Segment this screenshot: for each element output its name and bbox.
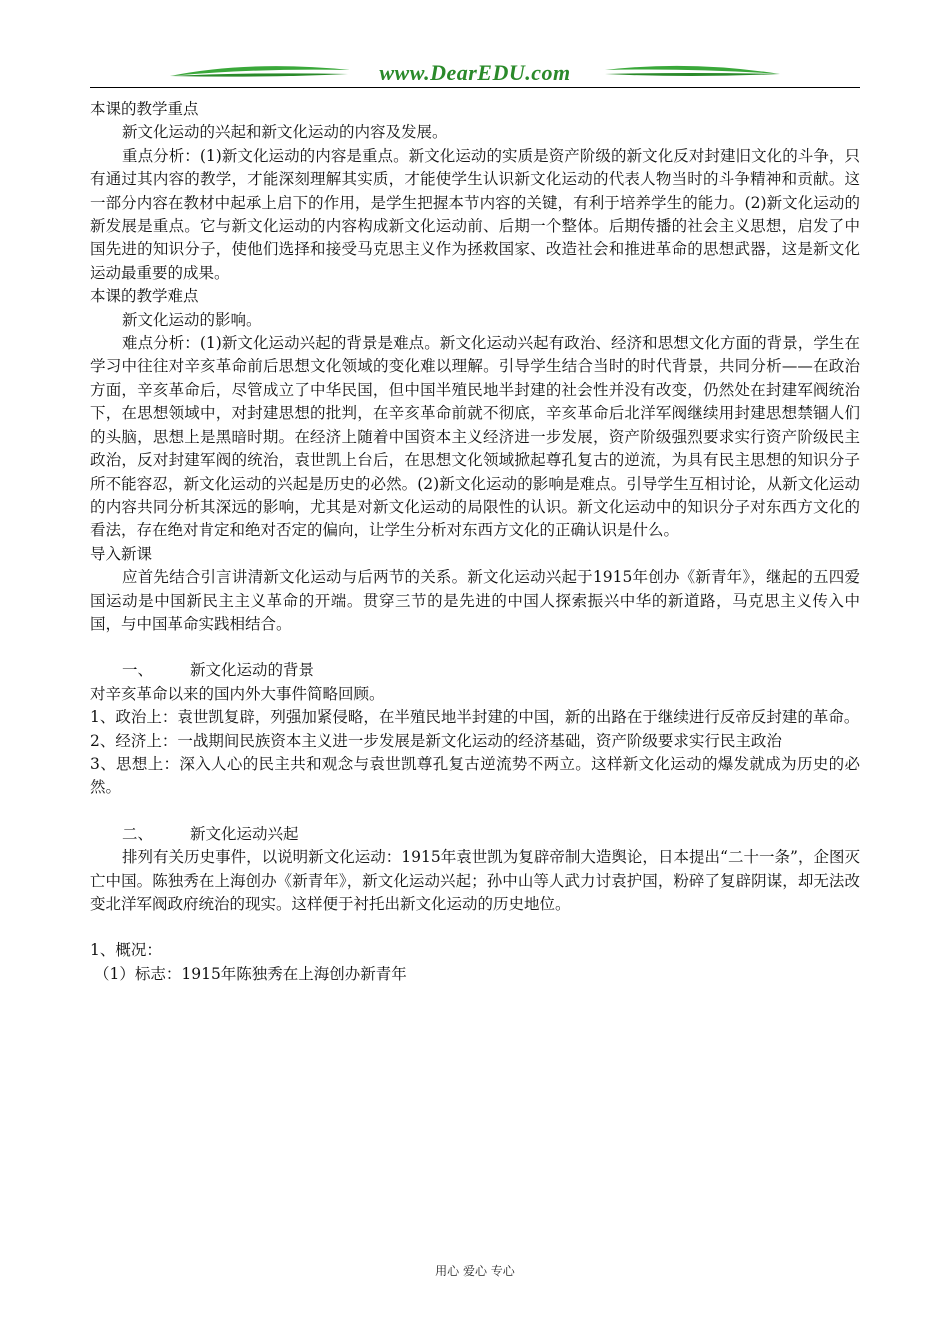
document-body bbox=[90, 98, 860, 986]
header-divider bbox=[90, 87, 860, 88]
overview-heading: 1、概况： bbox=[90, 941, 162, 960]
site-logo-text: www.DearEDU.com bbox=[379, 60, 571, 85]
spacer bbox=[90, 636, 860, 659]
section-one-intro: 对辛亥革命以来的国内外大事件简略回顾。 bbox=[90, 684, 385, 703]
page-header bbox=[90, 58, 860, 92]
section-two-number: 二、 bbox=[122, 824, 154, 843]
section-one-item-politics: 1、政治上：袁世凯复辟，列强加紧侵略，在半殖民地半封建的中国，新的出路在于继续进行反帝反封建的革命。 bbox=[90, 708, 860, 727]
right-swoosh bbox=[605, 66, 780, 74]
key-points-analysis: 重点分析：(1)新文化运动的内容是重点。新文化运动的实质是资产阶级的新文化反对封建旧文化的斗争，只有通过其内容的教学，才能深刻理解其实质，才能使学生认识新文化运动的代表人物当时的斗争精神和贡献。这一部分内容在教材中起承上启下的作用，是学生把握本节内容的关键，有利于培养学生的能力。(2)新文化运动的新发展是重点。它与新文化运动的内容构成新文化运动前、后期一个整体。后期传播的社会主义思想，启发了中国先进的知识分子，使他们选择和接受马克思主义作为拯救国家、改造社会和推进革命的思想武器，这是新文化运动最重要的成果。 bbox=[90, 146, 860, 282]
key-points-summary: 新文化运动的兴起和新文化运动的内容及发展。 bbox=[122, 123, 448, 142]
spacer bbox=[90, 916, 860, 939]
section-two-title bbox=[90, 823, 860, 846]
section-two-text: 新文化运动兴起 bbox=[190, 824, 299, 843]
introduction-paragraph: 应首先结合引言讲清新文化运动与后两节的关系。新文化运动兴起于1915年创办《新青年》，继起的五四爱国运动是中国新民主主义革命的开端。贯穿三节的是先进的中国人探索振兴中华的新道路，马克思主义传入中国，与中国革命实践相结合。 bbox=[90, 568, 860, 633]
page-footer: 用心 爱心 专心 bbox=[435, 1264, 515, 1278]
spacer bbox=[90, 800, 860, 823]
section-two-paragraph: 排列有关历史事件，以说明新文化运动：1915年袁世凯为复辟帝制大造舆论，日本提出“二十一条”，企图灭亡中国。陈独秀在上海创办《新青年》，新文化运动兴起；孙中山等人武力讨袁护国，粉碎了复辟阴谋，却无法改变北洋军阀政府统治的现实。这样便于衬托出新文化运动的历史地位。 bbox=[90, 848, 860, 913]
section-one-item-economy: 2、经济上：一战期间民族资本主义进一步发展是新文化运动的经济基础，资产阶级要求实行民主政治 bbox=[90, 731, 782, 750]
section-one-text: 新文化运动的背景 bbox=[190, 661, 315, 680]
heading-key-points: 本课的教学重点 bbox=[90, 100, 199, 118]
section-one-item-ideology: 3、思想上：深入人心的民主共和观念与袁世凯尊孔复古逆流势不两立。这样新文化运动的爆发就成为历史的必然。 bbox=[90, 754, 860, 797]
difficulties-summary: 新文化运动的影响。 bbox=[122, 310, 262, 329]
difficulties-analysis: 难点分析：(1)新文化运动兴起的背景是难点。新文化运动兴起有政治、经济和思想文化方面的背景，学生在学习中往往对辛亥革命前后思想文化领域的变化难以理解。引导学生结合当时的时代背景，共同分析——在政治方面，辛亥革命后，尽管成立了中华民国，但中国半殖民地半封建的社会性并没有改变，仍然处在封建军阀统治下，在思想领域中，对封建思想的批判，在辛亥革命前就不彻底，辛亥革命后北洋军阀继续用封建思想禁锢人们的头脑，思想上是黑暗时期。在经济上随着中国资本主义经济进一步发展，资产阶级强烈要求实行资产阶级民主政治，反对封建军阀的统治，袁世凯上台后，在思想文化领域掀起尊孔复古的逆流，为具有民主思想的知识分子所不能容忍，新文化运动的兴起是历史的必然。(2)新文化运动的影响是难点。引导学生互相讨论，从新文化运动的内容共同分析其深远的影响，尤其是对新文化运动的局限性的认识。新文化运动中的知识分子对东西方文化的看法，存在绝对肯定和绝对否定的偏向，让学生分析对东西方文化的正确认识是什么。 bbox=[90, 334, 860, 540]
right-swoosh-tail bbox=[605, 73, 780, 76]
heading-introduction: 导入新课 bbox=[90, 544, 153, 563]
section-one-title bbox=[90, 659, 860, 682]
heading-difficulties: 本课的教学难点 bbox=[90, 287, 199, 306]
overview-item-1: （1）标志：1915年陈独秀在上海创办新青年 bbox=[94, 964, 407, 983]
section-one-number: 一、 bbox=[122, 661, 154, 680]
